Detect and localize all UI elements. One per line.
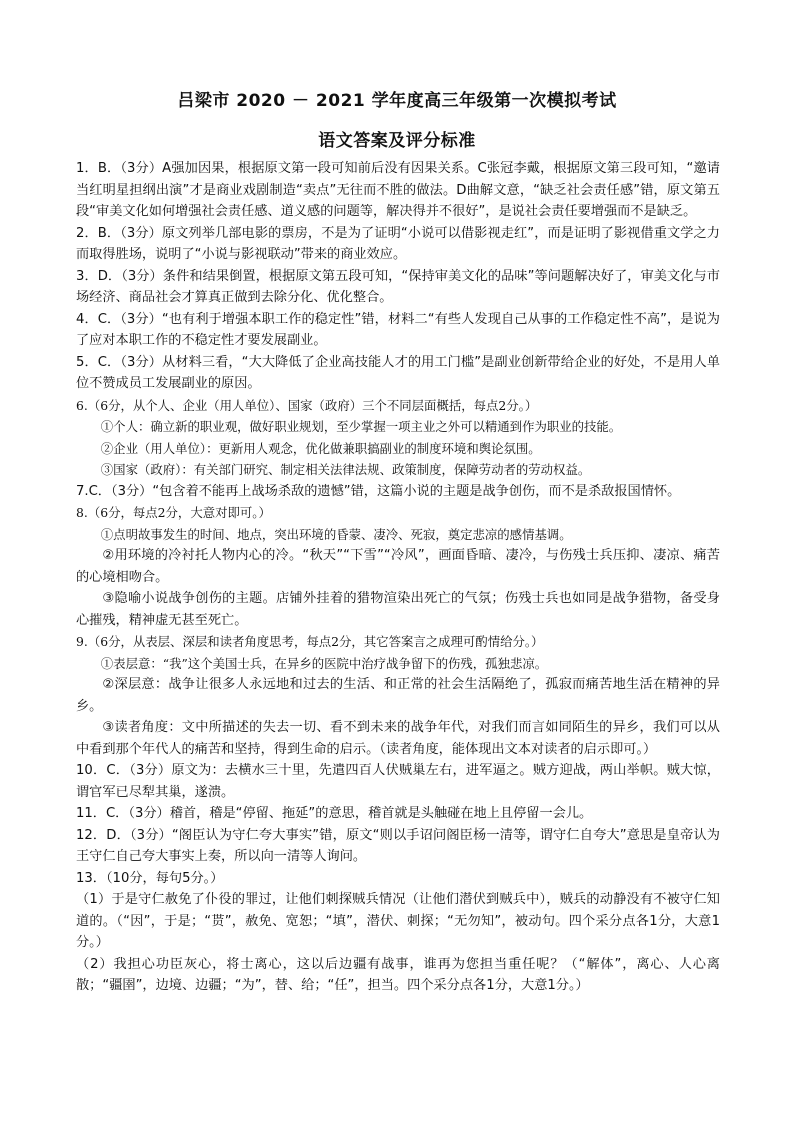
answer-paragraph: 10．C．（3分）原文为：去横水三十里，先遣四百人伏贼巢左右，进军逼之。贼方迎战，两山举帜。贼大惊，谓官军已尽犁其巢，遂溃。 — [76, 763, 720, 800]
answer-paragraph: 8.（6分，每点2分，大意对即可。） — [76, 505, 271, 520]
answer-paragraph: ①表层意：“我”这个美国士兵，在异乡的医院中治疗战争留下的伤残，孤独悲凉。 — [100, 655, 548, 671]
answer-body — [76, 158, 720, 997]
answer-paragraph: 3．D．（3分）条件和结果倒置，根据原文第五段可知，“保持审美文化的品味”等问题解决好了，审美文化与市场经济、商品社会才算真正做到去除分化、优化整合。 — [76, 268, 720, 305]
answer-paragraph: ③国家（政府）：有关部门研究、制定相关法律法规、政策制度，保障劳动者的劳动权益。 — [100, 462, 591, 477]
answer-paragraph: 6.（6分，从个人、企业（用人单位）、国家（政府）三个不同层面概括，每点2分。） — [76, 397, 538, 413]
answer-paragraph: ②用环境的冷衬托人物内心的冷。“秋天”“下雪”“冷风”，画面昏暗、凄冷，与伤残士兵压抑、凄凉、痛苦的心境相吻合。 — [76, 548, 720, 585]
answer-paragraph: ②企业（用人单位）：更新用人观念，优化做兼职搞副业的制度环境和舆论氛围。 — [100, 440, 541, 456]
answer-paragraph: 13．（10分，每句5分。） — [76, 870, 224, 886]
answer-paragraph: 7.C．（3分）“包含着不能再上战场杀敌的遗憾”错，这篇小说的主题是战争创伤，而不是杀敌报国情怀。 — [76, 483, 681, 499]
answer-paragraph: 1．B．（3分）A强加因果，根据原文第一段可知前后没有因果关系。C张冠李戴，根据原文第三段可知，“邀请当红明星担纲出演”才是商业戏剧制造“卖点”无往而不胜的做法。D曲解文意，“缺乏社会责任感”错，原文第五段“审美文化如何增强社会责任感、道义感的问题等，解决得并不很好”，是说社会责任要增强而不是缺乏。 — [76, 161, 720, 219]
answer-paragraph: 9.（6分，从表层、深层和读者角度思考，每点2分，其它答案言之成理可酌情给分。） — [76, 634, 544, 649]
answer-paragraph: ②深层意：战争让很多人永远地和过去的生活、和正常的社会生活隔绝了，孤寂而痛苦地生活在精神的异乡。 — [76, 677, 720, 714]
answer-paragraph: 5．C．（3分）从材料三看，“大大降低了企业高技能人才的用工门槛”是副业创新带给企业的好处，不是用人单位不赞成员工发展副业的原因。 — [76, 354, 720, 391]
page-subtitle: 语文答案及评分标准 — [318, 131, 476, 151]
answer-paragraph: 2．B．（3分）原文列举几部电影的票房，不是为了证明“小说可以借影视走红”，而是证明了影视借重文学之力而取得胜场，说明了“小说与影视联动”带来的商业效应。 — [76, 225, 720, 262]
answer-paragraph: （1）于是守仁赦免了仆役的罪过，让他们刺探贼兵情况（让他们潜伏到贼兵中），贼兵的动静没有不被守仁知道的。（“因”，于是；“贳”，赦免、宽恕；“填”，潜伏、刺探；“无勿知”，被动句。四个采分点各1分，大意1分。） — [76, 892, 720, 950]
answer-paragraph: （2）我担心功臣灰心，将士离心，这以后边疆有战事，谁再为您担当重任呢？（“解体”，离心、人心离散；“疆圉”，边境、边疆；“为”，替、给；“任”，担当。四个采分点各1分，大意1分。） — [76, 956, 720, 993]
answer-paragraph: ①点明故事发生的时间、地点，突出环境的昏蒙、凄冷、死寂，奠定悲凉的感情基调。 — [100, 526, 572, 542]
answer-paragraph: ③读者角度：文中所描述的失去一切、看不到未来的战争年代，对我们而言如同陌生的异乡，我们可以从中看到那个年代人的痛苦和坚持，得到生命的启示。（读者角度，能体现出文本对读者的启示即可。） — [76, 720, 720, 757]
answer-paragraph: 4．C．（3分）“也有利于增强本职工作的稳定性”错，材料二“有些人发现自己从事的工作稳定性不高”，是说为了应对本职工作的不稳定性才要发展副业。 — [76, 311, 720, 348]
page-title: 吕梁市 2020 － 2021 学年度高三年级第一次模拟考试 — [177, 91, 617, 111]
answer-paragraph: 12．D．（3分）“阁臣认为守仁夸大事实”错，原文“则以手诏问阁臣杨一清等，谓守仁自夸大”意思是皇帝认为王守仁自己夸大事实上奏，所以向一清等人询问。 — [76, 827, 720, 864]
answer-paragraph: ①个人：确立新的职业观，做好职业规划，至少掌握一项主业之外可以精通到作为职业的技能。 — [100, 419, 622, 434]
answer-paragraph: ③隐喻小说战争创伤的主题。店铺外挂着的猎物渲染出死亡的气氛；伤残士兵也如同是战争猎物，备受身心摧残，精神虚无甚至死亡。 — [76, 591, 720, 628]
answer-paragraph: 11．C．（3分）稽首，稽是“停留、拖延”的意思，稽首就是头触碰在地上且停留一会儿。 — [76, 806, 593, 821]
